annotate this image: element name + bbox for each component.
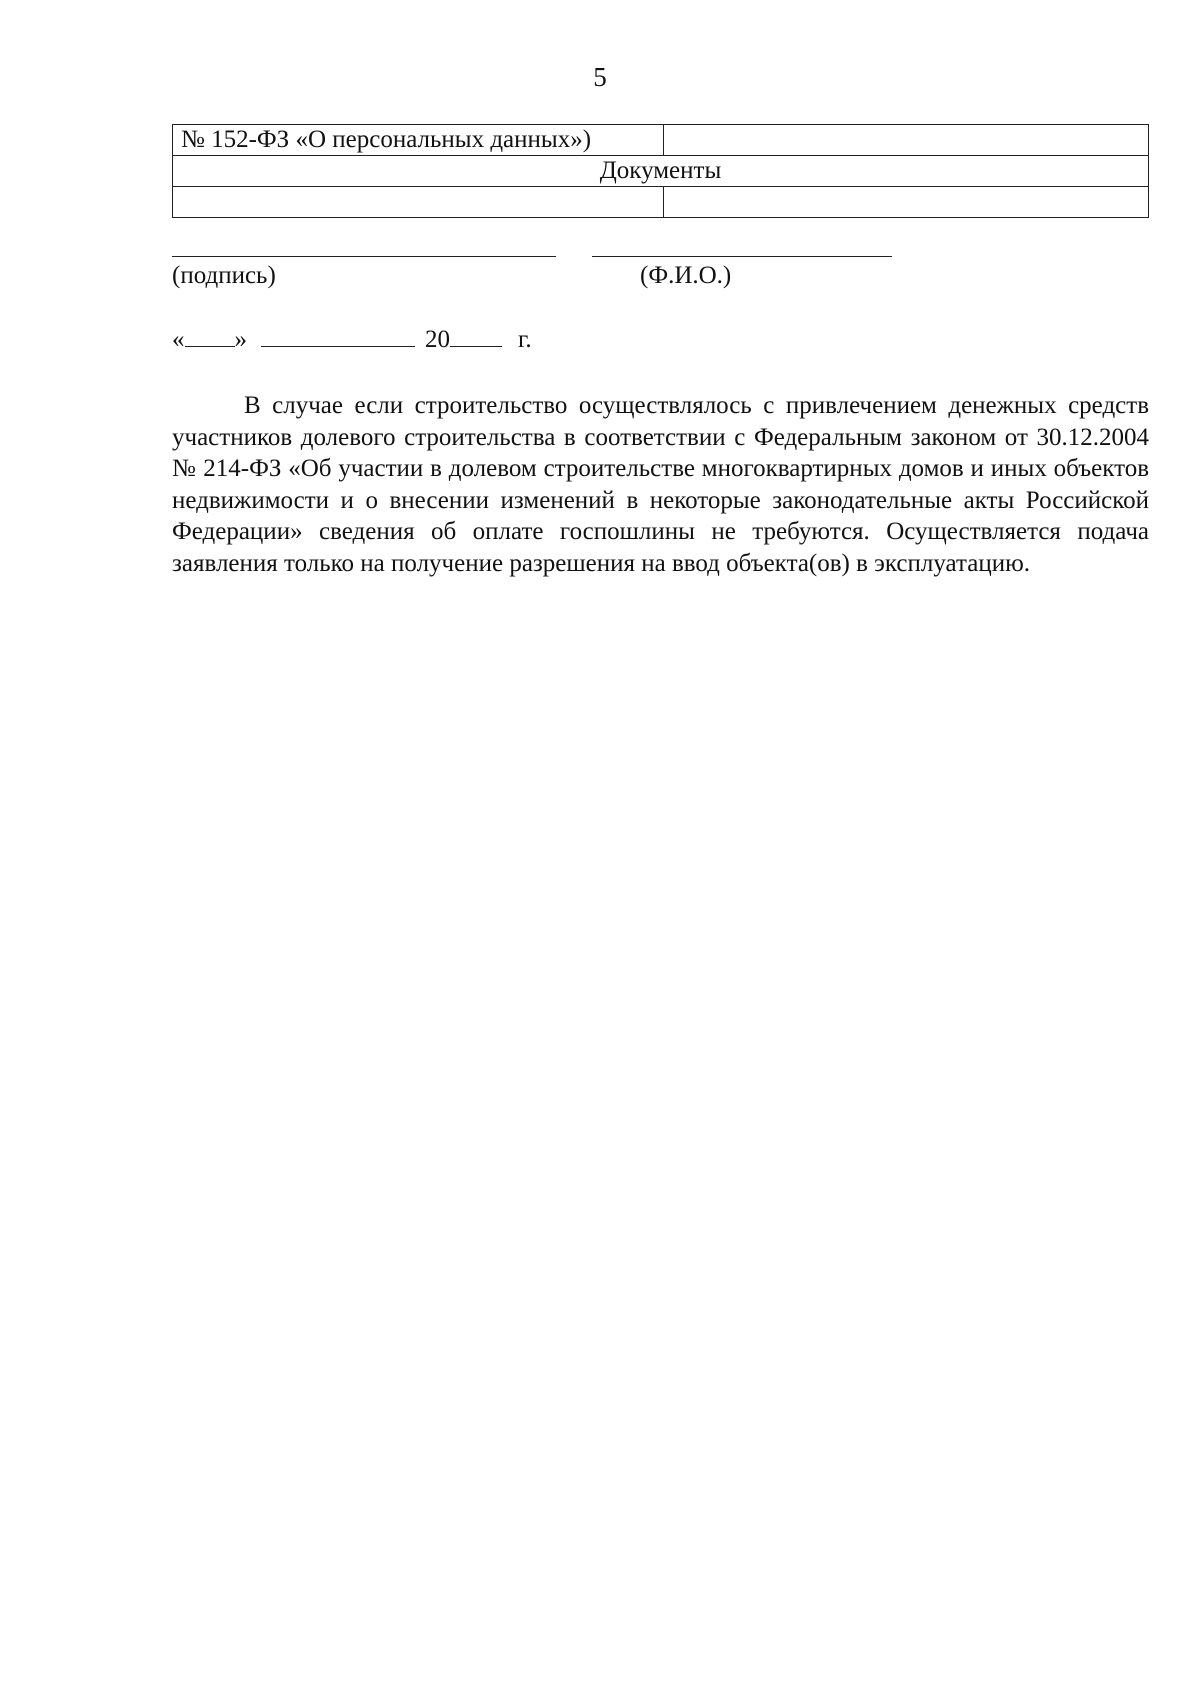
date-open-quote: « — [172, 326, 185, 353]
signature-line[interactable] — [172, 256, 556, 257]
signature-caption: (подпись) — [172, 262, 276, 289]
year-prefix: 20 — [425, 326, 450, 353]
year-suffix: г. — [518, 326, 532, 353]
note-paragraph: В случае если строительство осуществлялось с привлечением денежных средств участников долевого строительства в соответствии с Федеральным законом от 30.12.2004 № 214-ФЗ «Об участии в долевом строительстве многоквартирных домов и иных объектов недвижимости и о внесении изменений в некоторые законодательные акты Российской Федерации» сведения об оплате госпошлины не требуются. Осуществляется подача заявления только на получение разрешения на ввод объекта(ов) в эксплуатацию. — [172, 392, 1149, 577]
table-row — [173, 125, 1149, 156]
section-header-documents: Документы — [173, 156, 1149, 187]
table-row — [173, 187, 1149, 218]
day-blank[interactable] — [185, 324, 235, 347]
date-close-quote: » — [234, 326, 247, 353]
table-section-row — [173, 156, 1149, 187]
table-cell-value[interactable] — [664, 125, 1149, 156]
month-blank[interactable] — [261, 324, 415, 347]
table-cell-document-value[interactable] — [664, 187, 1149, 218]
application-table — [172, 124, 1149, 218]
full-name-caption: (Ф.И.О.) — [640, 262, 732, 289]
year-blank[interactable] — [450, 324, 502, 347]
table-cell-law-reference: № 152-ФЗ «О персональных данных») — [173, 125, 664, 156]
full-name-line[interactable] — [592, 256, 892, 257]
date-line — [172, 324, 532, 354]
table-cell-document-name[interactable] — [173, 187, 664, 218]
page-number: 5 — [593, 62, 607, 92]
